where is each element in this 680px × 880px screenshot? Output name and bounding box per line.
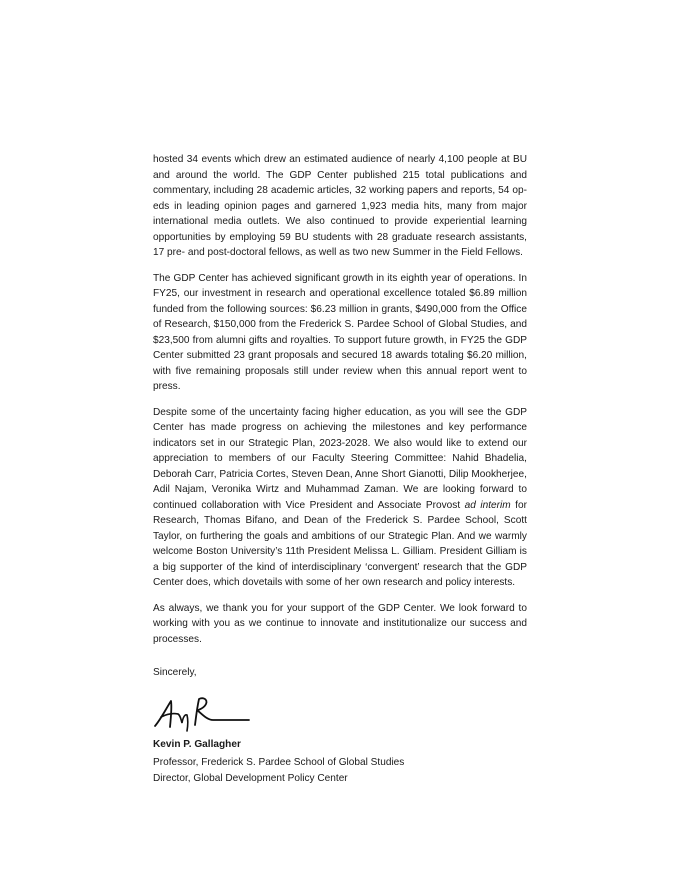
paragraph-growth: The GDP Center has achieved significant growth in its eighth year of operations. In FY25, our investment in research and operational excellence totaled $6.89 million funded from the following sources: $6.23 million in grants, $490,000 from the Office of Research, $150,000 from the Frederick S. Pardee School of Global Studies, and $23,500 from alumni gifts and royalties. To support future growth, in FY25 the GDP Center submitted 23 grant proposals and secured 18 awards totaling $6.20 million, with five remaining proposals still under review when this annual report went to press. bbox=[153, 272, 527, 392]
paragraph-strategic-plan-part-1: Despite some of the uncertainty facing higher education, as you will see the GDP Center has made progress on achieving the milestones and key performance indicators set in our Strategic Plan, 2023-2028. We also would like to extend our appreciation to members of our Faculty Steering Committee: Nahid Bhadelia, Deborah Carr, Patricia Cortes, Steven Dean, Anne Short Gianotti, Dilip Mookherjee, Adil Najam, Veronika Wirtz and Muhammad Zaman. We are looking forward to continued collaboration with Vice President and Associate Provost bbox=[153, 406, 527, 511]
paragraph-strategic-plan-part-2: for Research, Thomas Bifano, and Dean of the Frederick S. Pardee School, Scott Taylor, on furthering the goals and ambitions of our Strategic Plan. And we warmly welcome Boston University’s 11th President Melissa L. Gilliam. President Gilliam is a big supporter of the kind of interdisciplinary ‘convergent’ research that the GDP Center does, which dovetails with some of her own research and policy interests. bbox=[153, 499, 527, 588]
signer-name: Kevin P. Gallagher bbox=[153, 738, 241, 750]
paragraph-events: hosted 34 events which drew an estimated audience of nearly 4,100 people at BU and around the world. The GDP Center published 215 total publications and commentary, including 28 academic articles, 32 working papers and reports, 54 op-eds in leading opinion pages and garnered 1,923 media hits, many from major international media outlets. We also continued to provide experiential learning opportunities by employing 59 BU students with 28 graduate research assistants, 17 pre- and post-doctoral fellows, as well as two new Summer in the Field Fellows. bbox=[153, 154, 527, 258]
paragraph-strategic-plan bbox=[153, 405, 527, 591]
letter-body bbox=[153, 152, 527, 786]
closing-salutation: Sincerely, bbox=[153, 667, 197, 678]
signer-title-professor: Professor, Frederick S. Pardee School of Global Studies bbox=[153, 757, 405, 768]
signature-image bbox=[153, 693, 253, 733]
paragraph-strategic-plan-italic: ad interim bbox=[464, 499, 511, 511]
paragraph-thanks: As always, we thank you for your support of the GDP Center. We look forward to working with you as we continue to innovate and institutionalize our success and processes. bbox=[153, 602, 527, 645]
signer-title-director: Director, Global Development Policy Center bbox=[153, 772, 348, 784]
